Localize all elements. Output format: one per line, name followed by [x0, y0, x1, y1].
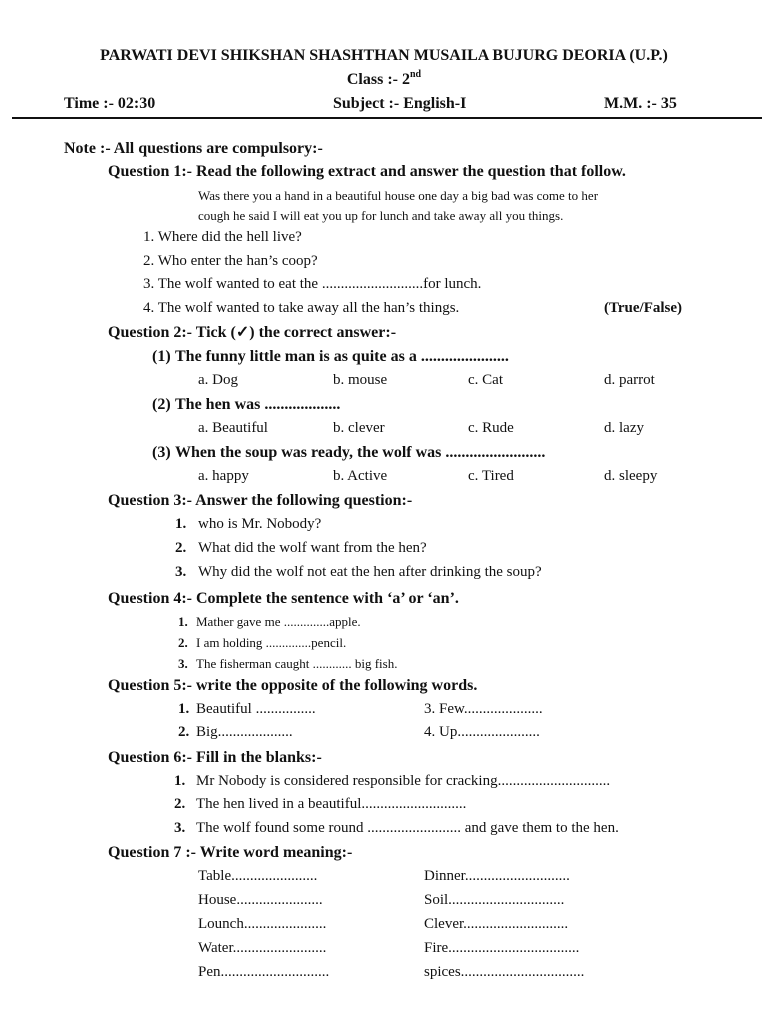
q2-option: a. Dog — [198, 372, 238, 388]
q7-word: House....................... — [198, 892, 323, 908]
q7-word: Lounch...................... — [198, 916, 327, 932]
q4-item-text: I am holding ..............pencil. — [196, 635, 347, 650]
q3-item-text: who is Mr. Nobody? — [198, 516, 322, 532]
q5-item: 4. Up...................... — [424, 724, 540, 740]
q6-item-text: The wolf found some round ......................... and gave them to the hen. — [196, 820, 619, 836]
q7-word: Soil............................... — [424, 892, 565, 908]
q2-option: d. lazy — [604, 420, 644, 436]
q7-word: spices................................. — [424, 964, 585, 980]
q1-passage-line-2: cough he said I will eat you up for lunch and take away all you things. — [198, 208, 564, 223]
q1-passage-line-1: Was there you a hand in a beautiful house one day a big bad was come to her — [198, 188, 599, 203]
q2-option: b. Active — [333, 468, 388, 484]
q2-option: d. parrot — [604, 372, 655, 388]
q3-item-text: Why did the wolf not eat the hen after drinking the soup? — [198, 564, 542, 580]
q5-item-text: Beautiful ................ — [196, 701, 316, 717]
header-divider — [12, 117, 762, 119]
q7-word: Clever............................ — [424, 916, 569, 932]
q4-item-text: Mather gave me ..............apple. — [196, 614, 361, 629]
q7-word: Dinner............................ — [424, 868, 570, 884]
q4-item-text: The fisherman caught ............ big fish. — [196, 656, 398, 671]
q2-option: d. sleepy — [604, 468, 658, 484]
q6-item-number: 3. — [174, 820, 186, 836]
q7-title: Question 7 :- Write word meaning:- — [108, 844, 353, 861]
q2-item-number: (3) — [152, 444, 171, 461]
q5-item: 3. Few..................... — [424, 701, 543, 717]
q5-item-text: Big.................... — [196, 724, 293, 740]
q7-word: Table....................... — [198, 868, 318, 884]
q2-item-text: When the soup was ready, the wolf was ......................... — [175, 444, 546, 461]
q2-item-number: (1) — [152, 348, 171, 365]
class-text: Class :- 2 — [346, 71, 410, 88]
school-name: PARWATI DEVI SHIKSHAN SHASHTHAN MUSAILA BUJURG DEORIA (U.P.) — [100, 47, 668, 64]
q6-item-text: Mr Nobody is considered responsible for cracking.............................. — [196, 773, 611, 789]
q7-word: Fire................................... — [424, 940, 580, 956]
q1-item: 3. The wolf wanted to eat the ...........................for lunch. — [143, 276, 482, 292]
q6-item-number: 1. — [174, 773, 186, 789]
q3-item-number: 1. — [175, 516, 187, 532]
q3-title: Question 3:- Answer the following question:- — [108, 492, 413, 509]
q2-title: Question 2:- Tick (✓) the correct answer:- — [108, 324, 397, 341]
q7-word: Pen............................. — [198, 964, 330, 980]
q6-item-number: 2. — [174, 796, 186, 812]
q2-item-text: The hen was ................... — [175, 396, 341, 413]
q1-true-false: (True/False) — [604, 300, 683, 316]
q4-item-number: 2. — [178, 635, 188, 650]
q2-option: c. Rude — [468, 420, 514, 436]
q4-item-number: 3. — [178, 656, 188, 671]
q2-option: b. mouse — [333, 372, 388, 388]
class-superscript: nd — [409, 69, 422, 80]
q2-option: c. Cat — [468, 372, 503, 388]
subject-label: Subject :- English-I — [333, 95, 467, 112]
q2-option: a. happy — [198, 468, 249, 484]
q2-item-text: The funny little man is as quite as a ...................... — [175, 348, 509, 365]
q1-title: Question 1:- Read the following extract and answer the question that follow. — [108, 163, 626, 180]
class-label — [0, 69, 768, 88]
q3-item-number: 3. — [175, 564, 187, 580]
q5-title: Question 5:- write the opposite of the following words. — [108, 677, 478, 694]
q2-option: b. clever — [333, 420, 385, 436]
time-label: Time :- 02:30 — [64, 95, 156, 112]
q6-title: Question 6:- Fill in the blanks:- — [108, 749, 322, 766]
q3-item-text: What did the wolf want from the hen? — [198, 540, 427, 556]
q5-item-number: 2. — [178, 724, 190, 740]
q2-item-number: (2) — [152, 396, 171, 413]
q7-word: Water......................... — [198, 940, 327, 956]
q5-item-number: 1. — [178, 701, 190, 717]
q4-title: Question 4:- Complete the sentence with ‘a’ or ‘an’. — [108, 590, 459, 607]
q3-item-number: 2. — [175, 540, 187, 556]
note: Note :- All questions are compulsory:- — [64, 140, 323, 157]
q1-item: 4. The wolf wanted to take away all the han’s things. — [143, 300, 460, 316]
q1-item: 1. Where did the hell live? — [143, 229, 302, 245]
q6-item-text: The hen lived in a beautiful............................ — [196, 796, 467, 812]
q1-item: 2. Who enter the han’s coop? — [143, 253, 318, 269]
q2-option: a. Beautiful — [198, 420, 268, 436]
max-marks-label: M.M. :- 35 — [604, 95, 677, 112]
q2-option: c. Tired — [468, 468, 514, 484]
q4-item-number: 1. — [178, 614, 188, 629]
